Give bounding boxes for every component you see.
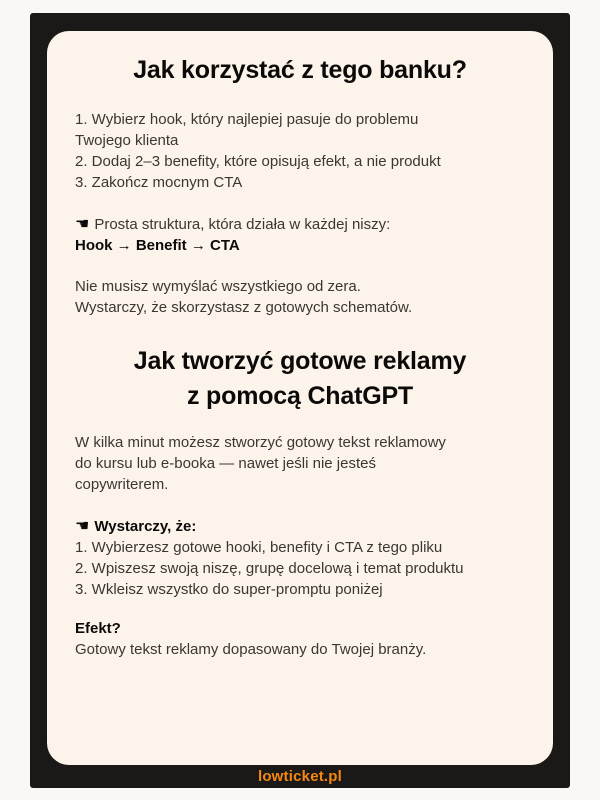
- footer-brand: lowticket.pl: [257, 768, 343, 785]
- paragraph-line: Wystarczy, że skorzystasz z gotowych schematów.: [75, 299, 413, 316]
- effect-text: Gotowy tekst reklamy dopasowany do Twojej branży.: [75, 641, 427, 658]
- checklist-callout-line: [75, 515, 525, 537]
- paragraph-line: do kursu lub e-booka — nawet jeśli nie jesteś: [75, 455, 376, 472]
- structure-callout: [75, 213, 525, 256]
- reassurance-paragraph: [75, 276, 525, 318]
- heading-primary: Jak korzystać z tego banku?: [133, 56, 467, 84]
- paragraph-line: W kilka minut możesz stworzyć gotowy tekst reklamowy: [75, 434, 446, 451]
- pointing-hand-icon: ☚: [75, 516, 90, 535]
- paragraph-line: Nie musisz wymyślać wszystkiego od zera.: [75, 278, 361, 295]
- list-item: 2. Wpiszesz swoją niszę, grupę docelową i temat produktu: [75, 560, 464, 577]
- list-item: 3. Wkleisz wszystko do super-promptu poniżej: [75, 581, 383, 598]
- usage-steps-list: [75, 109, 525, 193]
- list-item: 3. Zakończ mocnym CTA: [75, 174, 243, 191]
- intro-paragraph: [75, 432, 525, 495]
- content-card: [47, 31, 553, 765]
- list-item: 1. Wybierz hook, który najlepiej pasuje do problemu: [75, 111, 419, 128]
- paragraph-line: copywriterem.: [75, 476, 169, 493]
- pointing-hand-icon: ☚: [75, 214, 90, 233]
- list-item: 2. Dodaj 2–3 benefity, które opisują efekt, a nie produkt: [75, 153, 441, 170]
- formula-text: Hook → Benefit → CTA: [75, 237, 240, 254]
- checklist-section: [75, 515, 525, 600]
- poster-frame: [30, 13, 570, 788]
- checklist-callout-text: Wystarczy, że:: [94, 518, 197, 535]
- list-item: 1. Wybierzesz gotowe hooki, benefity i CTA z tego pliku: [75, 539, 443, 556]
- heading-secondary-line: z pomocą ChatGPT: [187, 382, 413, 410]
- heading-secondary: [75, 344, 525, 414]
- structure-callout-text: Prosta struktura, która działa w każdej niszy:: [94, 216, 391, 233]
- effect-label: Efekt?: [75, 620, 121, 637]
- effect-section: [75, 618, 525, 660]
- structure-callout-line: [75, 213, 525, 235]
- heading-secondary-line: Jak tworzyć gotowe reklamy: [133, 347, 467, 375]
- list-item: Twojego klienta: [75, 132, 179, 149]
